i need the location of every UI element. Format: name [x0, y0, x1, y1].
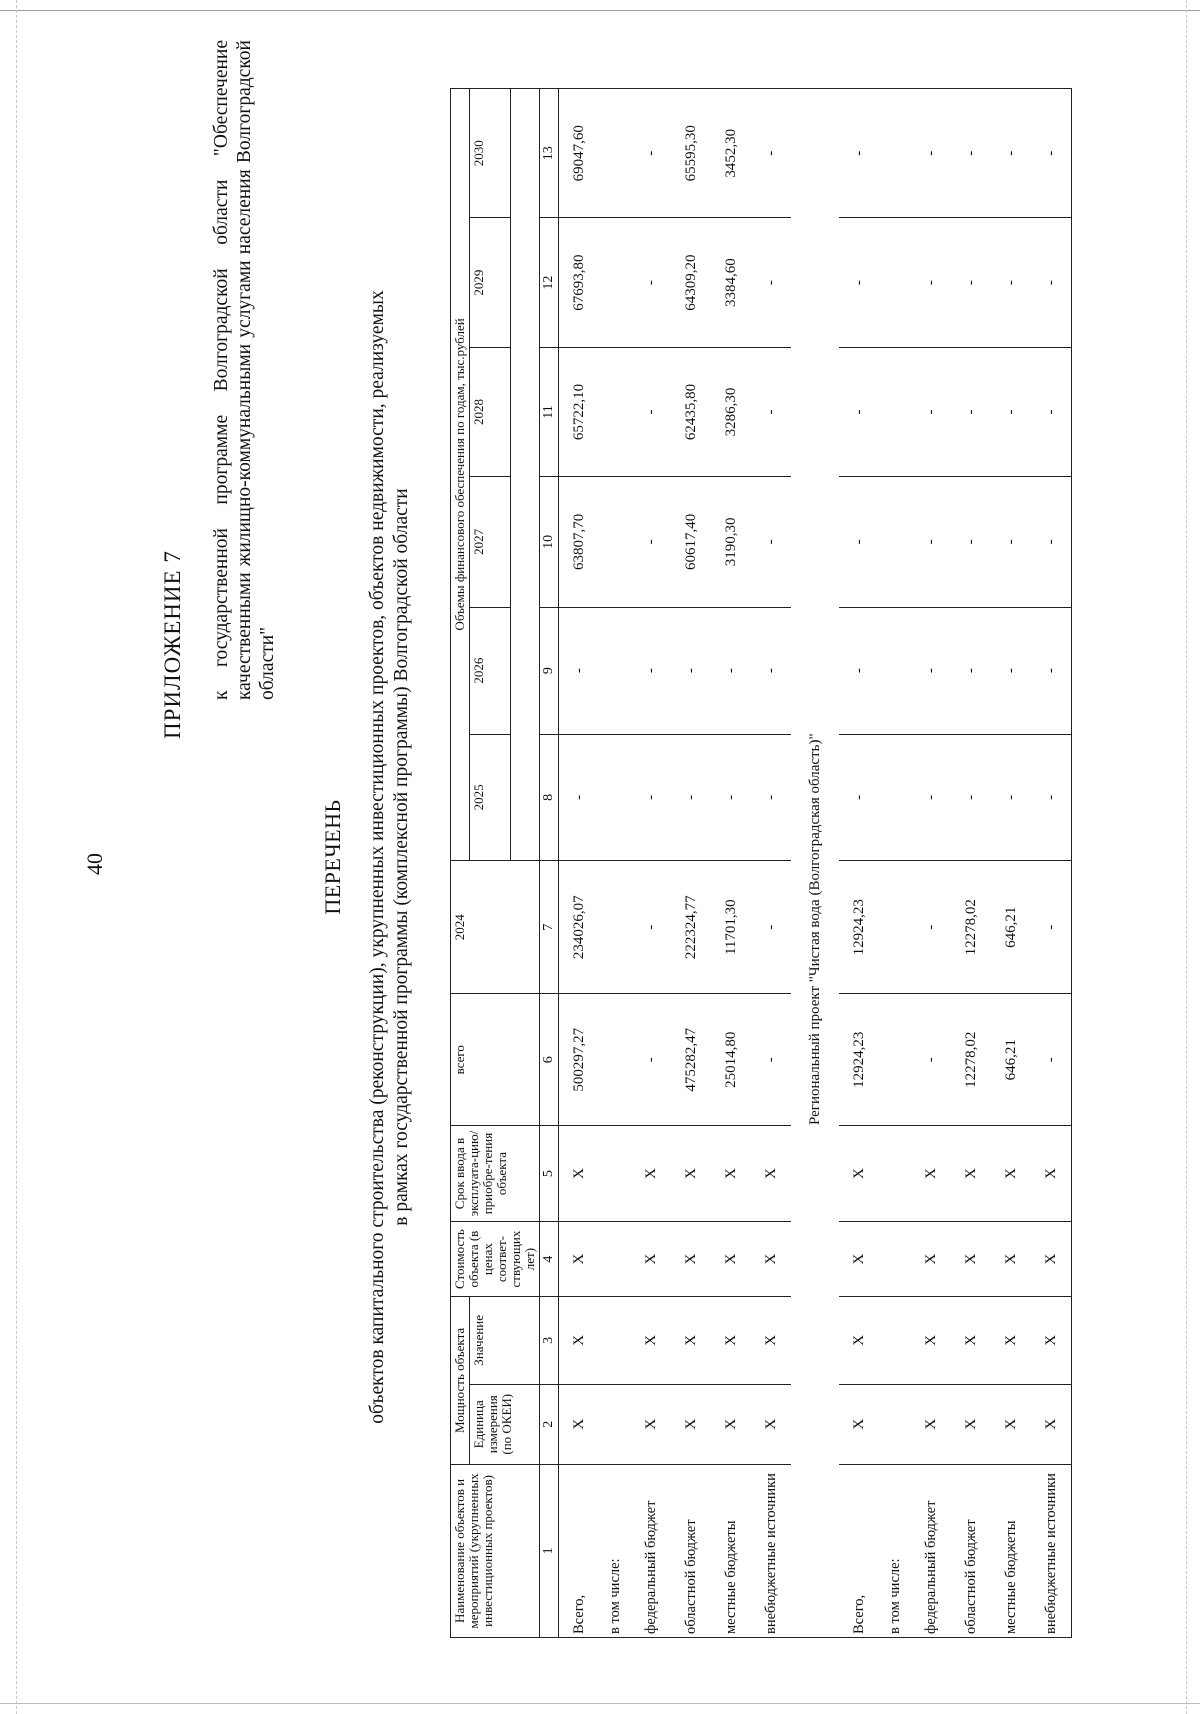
table-cell: 12924,23 [839, 860, 879, 994]
column-number: 4 [540, 1222, 559, 1297]
appendix-subtitle: к государственной программе Волгоградской области "Обеспечение качественными жилищно-коммунальными услугами населения Волгоградской области" [211, 40, 278, 700]
table-cell: - [991, 734, 1031, 860]
table-cell: X [991, 1384, 1031, 1464]
table-cell: X [839, 1296, 879, 1384]
table-cell: - [911, 218, 951, 347]
row-label: в том числе: [599, 1464, 631, 1637]
table-cell: - [751, 477, 791, 607]
table-cell: X [1031, 1222, 1072, 1297]
header-cost: Стоимость объекта (в ценах соответ-ствующих лет) [451, 1222, 540, 1297]
table-cell: - [671, 734, 711, 860]
table-cell: X [951, 1125, 991, 1221]
table-cell: - [839, 734, 879, 860]
table-cell [879, 607, 911, 734]
table-cell: X [1031, 1125, 1072, 1221]
column-number: 10 [540, 477, 559, 607]
document-subtitle-line1: объектов капитального строительства (реконструкции), укрупненных инвестиционных проектов, объектов недвижимости, реализуемых [367, 290, 388, 1424]
table-row [671, 89, 711, 1638]
table-cell [879, 347, 911, 476]
table-cell [879, 1222, 911, 1297]
table-cell: X [1031, 1384, 1072, 1464]
table-cell: X [751, 1296, 791, 1384]
header-2025: 2025 [470, 734, 511, 860]
table-cell: X [559, 1125, 600, 1221]
table-cell: - [839, 347, 879, 476]
table-row [631, 89, 671, 1638]
table-cell: 63807,70 [559, 477, 600, 607]
table-cell: - [951, 218, 991, 347]
table-cell: - [1031, 347, 1072, 476]
table-cell [879, 1384, 911, 1464]
table-cell: X [559, 1296, 600, 1384]
table-cell: - [631, 860, 671, 994]
row-label: областной бюджет [671, 1464, 711, 1637]
table-cell [599, 89, 631, 218]
table-cell [599, 607, 631, 734]
table-cell: - [1031, 477, 1072, 607]
table-cell [599, 1384, 631, 1464]
column-number: 8 [540, 734, 559, 860]
header-2024: 2024 [451, 860, 540, 994]
table-cell: 65595,30 [671, 89, 711, 218]
table-cell [879, 1296, 911, 1384]
header-year-spacer [511, 89, 540, 861]
column-number: 5 [540, 1125, 559, 1221]
table-cell [879, 218, 911, 347]
table-cell: - [1031, 860, 1072, 994]
document-subtitle-line2: в рамках государственной программы (комплексной программы) Волгоградской области [391, 488, 412, 1226]
table-cell: 222324,77 [671, 860, 711, 994]
table-cell: - [631, 218, 671, 347]
table-cell [599, 1222, 631, 1297]
table-cell: 12924,23 [839, 994, 879, 1125]
table-cell: - [991, 347, 1031, 476]
table-cell: - [631, 734, 671, 860]
document-title: ПЕРЕЧЕНЬ [320, 799, 345, 915]
table-cell: 475282,47 [671, 994, 711, 1125]
table-cell: X [911, 1296, 951, 1384]
table-cell: - [711, 607, 751, 734]
column-number: 2 [540, 1384, 559, 1464]
table-cell: - [911, 477, 951, 607]
table-row [951, 89, 991, 1638]
table-cell: X [911, 1222, 951, 1297]
table-cell: X [951, 1222, 991, 1297]
table-cell: 3190,30 [711, 477, 751, 607]
table-row [751, 89, 791, 1638]
header-value: Значение [470, 1296, 540, 1384]
table-cell: 60617,40 [671, 477, 711, 607]
table-cell: X [671, 1296, 711, 1384]
table-cell: 11701,30 [711, 860, 751, 994]
table-cell [599, 218, 631, 347]
header-funding: Объемы финансового обеспечения по годам, тыс.рублей [451, 89, 470, 861]
table-cell: - [631, 994, 671, 1125]
table-cell: X [839, 1222, 879, 1297]
table-cell [879, 89, 911, 218]
table-cell: - [751, 994, 791, 1125]
row-label: местные бюджеты [991, 1464, 1031, 1637]
column-number: 6 [540, 994, 559, 1125]
table-cell: X [911, 1384, 951, 1464]
table-cell [879, 994, 911, 1125]
table-cell: - [631, 347, 671, 476]
table-cell: - [839, 218, 879, 347]
table-cell: - [751, 347, 791, 476]
table-cell: X [711, 1384, 751, 1464]
table-cell: X [751, 1125, 791, 1221]
table-row [599, 89, 631, 1638]
table-cell: - [559, 607, 600, 734]
table-cell: X [751, 1384, 791, 1464]
table-row [559, 89, 600, 1638]
table-cell: - [1031, 734, 1072, 860]
table-cell: - [911, 994, 951, 1125]
table-cell: - [991, 607, 1031, 734]
table-cell: 67693,80 [559, 218, 600, 347]
column-number: 9 [540, 607, 559, 734]
table-cell [599, 734, 631, 860]
header-2030: 2030 [470, 89, 511, 218]
header-2026: 2026 [470, 607, 511, 734]
table-cell [599, 994, 631, 1125]
table-cell: - [839, 607, 879, 734]
table-cell [599, 477, 631, 607]
header-2029: 2029 [470, 218, 511, 347]
column-number: 3 [540, 1296, 559, 1384]
table-cell: X [671, 1222, 711, 1297]
table-cell: 12278,02 [951, 860, 991, 994]
table-cell: 3452,30 [711, 89, 751, 218]
table-cell: 12278,02 [951, 994, 991, 1125]
header-row-1 [451, 89, 470, 1638]
table-cell: - [951, 89, 991, 218]
row-label: внебюджетные источники [1031, 1464, 1072, 1637]
table-cell: X [839, 1125, 879, 1221]
table-cell: - [911, 89, 951, 218]
table-cell: - [631, 477, 671, 607]
table-cell: - [751, 89, 791, 218]
table-cell: 69047,60 [559, 89, 600, 218]
appendix-title: ПРИЛОЖЕНИЕ 7 [160, 550, 185, 739]
table-row [911, 89, 951, 1638]
table-cell: X [751, 1222, 791, 1297]
table-cell: - [951, 477, 991, 607]
table-cell: 234026,07 [559, 860, 600, 994]
table-cell: - [839, 89, 879, 218]
table-cell: X [991, 1296, 1031, 1384]
table-cell: - [991, 89, 1031, 218]
table-cell: - [711, 734, 751, 860]
table-cell: - [671, 607, 711, 734]
table-cell [599, 347, 631, 476]
table-row [839, 89, 879, 1638]
table-cell: X [631, 1222, 671, 1297]
column-number: 12 [540, 218, 559, 347]
table-cell: - [951, 347, 991, 476]
table-cell: - [991, 477, 1031, 607]
table-cell: 3286,30 [711, 347, 751, 476]
table-cell [879, 734, 911, 860]
table-cell: X [951, 1384, 991, 1464]
table-cell: X [559, 1384, 600, 1464]
header-2027: 2027 [470, 477, 511, 607]
table-cell: - [751, 734, 791, 860]
table-cell: X [711, 1296, 751, 1384]
document-subtitle [366, 0, 414, 1714]
row-label: федеральный бюджет [911, 1464, 951, 1637]
table-cell: X [839, 1384, 879, 1464]
table-cell: - [1031, 607, 1072, 734]
column-number: 11 [540, 347, 559, 476]
table-cell: - [1031, 89, 1072, 218]
table-cell [599, 1125, 631, 1221]
table-row [879, 89, 911, 1638]
table-cell: - [751, 218, 791, 347]
table-cell: X [1031, 1296, 1072, 1384]
header-unit: Единица измерения (по ОКЕИ) [470, 1384, 540, 1464]
table-cell [599, 1296, 631, 1384]
table-cell [879, 477, 911, 607]
table-cell [879, 860, 911, 994]
table-cell: 65722,10 [559, 347, 600, 476]
table-cell: - [631, 89, 671, 218]
table-cell: - [559, 734, 600, 860]
table-cell: - [991, 218, 1031, 347]
table-cell: X [711, 1125, 751, 1221]
header-total: всего [451, 994, 540, 1125]
table-cell: 3384,60 [711, 218, 751, 347]
table-cell: - [911, 347, 951, 476]
table-cell: X [671, 1384, 711, 1464]
row-label: областной бюджет [951, 1464, 991, 1637]
table-cell: X [711, 1222, 751, 1297]
table-cell: X [671, 1125, 711, 1221]
project-title-row [791, 89, 839, 1638]
table-cell: X [951, 1296, 991, 1384]
table-cell: 500297,27 [559, 994, 600, 1125]
table-cell: - [631, 607, 671, 734]
table-cell: 646,21 [991, 994, 1031, 1125]
table-cell: X [631, 1125, 671, 1221]
table-cell: X [991, 1125, 1031, 1221]
row-label: Всего, [839, 1464, 879, 1637]
column-number: 7 [540, 860, 559, 994]
table-row [1031, 89, 1072, 1638]
table-cell: X [911, 1125, 951, 1221]
table-cell: - [951, 734, 991, 860]
table-cell: 64309,20 [671, 218, 711, 347]
row-label: местные бюджеты [711, 1464, 751, 1637]
column-number-row [540, 89, 559, 1638]
column-number: 1 [540, 1464, 559, 1637]
project-title: Региональный проект "Чистая вода (Волгоградская область)" [791, 89, 839, 1638]
row-label: федеральный бюджет [631, 1464, 671, 1637]
objects-table [450, 88, 1072, 1638]
header-capacity: Мощность объекта [451, 1296, 470, 1464]
row-label: в том числе: [879, 1464, 911, 1637]
header-name: Наименование объектов и мероприятий (укрупненных инвестиционных проектов) [451, 1464, 540, 1637]
row-label: внебюджетные источники [751, 1464, 791, 1637]
row-label: Всего, [559, 1464, 600, 1637]
table-cell: - [751, 607, 791, 734]
header-2028: 2028 [470, 347, 511, 476]
table-cell: - [911, 734, 951, 860]
table-cell [879, 1125, 911, 1221]
table-cell: - [911, 860, 951, 994]
table-cell [599, 860, 631, 994]
table-cell: X [631, 1296, 671, 1384]
table-cell: - [839, 477, 879, 607]
header-commissioning: Срок ввода в эксплуата-цию/приобре-тения объекта [451, 1125, 540, 1221]
table-cell: X [631, 1384, 671, 1464]
table-cell: - [951, 607, 991, 734]
table-row [711, 89, 751, 1638]
table-cell: - [911, 607, 951, 734]
table-cell: - [1031, 994, 1072, 1125]
table-row [991, 89, 1031, 1638]
table-cell: 25014,80 [711, 994, 751, 1125]
table-cell: 646,21 [991, 860, 1031, 994]
table-cell: X [991, 1222, 1031, 1297]
table-cell: X [559, 1222, 600, 1297]
table-cell: - [751, 860, 791, 994]
table-cell: - [1031, 218, 1072, 347]
table-cell: 62435,80 [671, 347, 711, 476]
column-number: 13 [540, 89, 559, 218]
page-number: 40 [82, 853, 107, 875]
